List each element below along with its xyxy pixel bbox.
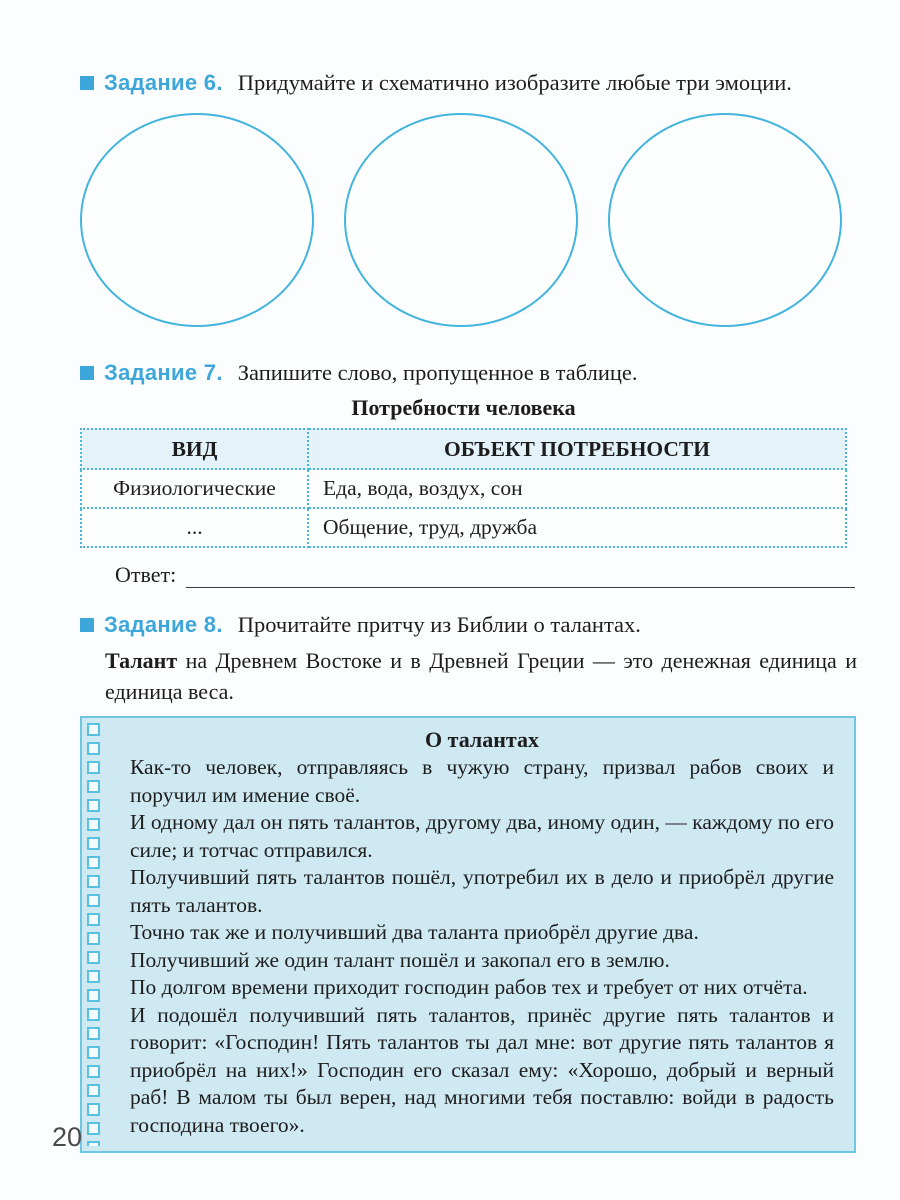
- emotion-circle-2[interactable]: [344, 113, 578, 327]
- strip-square-icon: [87, 818, 100, 831]
- talent-definition-text: на Древнем Востоке и в Древней Греции — это денежная единица и единица веса.: [105, 648, 857, 704]
- parable-paragraph: И подошёл получивший пять талантов, принёс другие пять талантов и говорит: «Господин! Пять талантов ты дал мне: вот другие пять талантов я приобрёл на них!» Господин его сказал ему: «Хорошо, добрый и верный раб! В малом ты был верен, над многими тебя поставлю: войди в радость господина твоего».: [130, 1002, 834, 1137]
- task-bullet-icon: [80, 366, 94, 380]
- answer-row: [115, 562, 855, 588]
- needs-table-title: Потребности человека: [351, 395, 576, 420]
- page-content: [80, 0, 858, 1153]
- strip-square-icon: [87, 1008, 100, 1021]
- parable-paragraph: По долгом времени приходит господин рабов тех и требует от них отчёта.: [130, 975, 808, 999]
- task7-header: [80, 360, 858, 386]
- parable-paragraph: Как-то человек, отправляясь в чужую страну, призвал рабов своих и поручил им имение своё.: [130, 755, 834, 807]
- table-header-vid: ВИД: [81, 429, 308, 469]
- table-row: [81, 508, 846, 547]
- strip-square-icon: [87, 913, 100, 926]
- emotion-circle-1[interactable]: [80, 113, 314, 327]
- task6-instruction: Придумайте и схематично изобразите любые три эмоции.: [237, 70, 792, 95]
- strip-square-icon: [87, 1122, 100, 1135]
- task-bullet-icon: [80, 76, 94, 90]
- parable-paragraph: Точно так же и получивший два таланта приобрёл другие два.: [130, 920, 699, 944]
- strip-square-icon: [87, 780, 100, 793]
- table-header-object: ОБЪЕКТ ПОТРЕБНОСТИ: [308, 429, 846, 469]
- strip-square-icon: [87, 799, 100, 812]
- task8-section: [80, 612, 858, 1153]
- checkbox-strip-decoration: [87, 723, 109, 1146]
- emotion-circle-3[interactable]: [608, 113, 842, 327]
- parable-title: О талантах: [425, 727, 539, 752]
- task8-label: Задание 8.: [104, 612, 223, 637]
- strip-square-icon: [87, 723, 100, 736]
- parable-box: [80, 716, 856, 1153]
- strip-square-icon: [87, 989, 100, 1002]
- strip-square-icon: [87, 1141, 100, 1146]
- answer-blank-line[interactable]: [186, 562, 855, 588]
- table-header-row: [81, 429, 846, 469]
- strip-square-icon: [87, 1065, 100, 1078]
- parable-paragraph: И одному дал он пять талантов, другому два, иному один, — каждому по его силе; и тотчас отправился.: [130, 810, 834, 862]
- strip-square-icon: [87, 837, 100, 850]
- talent-term: Талант: [105, 648, 178, 673]
- strip-square-icon: [87, 1027, 100, 1040]
- strip-square-icon: [87, 761, 100, 774]
- task6-label: Задание 6.: [104, 70, 223, 95]
- task8-instruction: Прочитайте притчу из Библии о талантах.: [237, 612, 641, 637]
- task8-header: [80, 612, 858, 638]
- task-bullet-icon: [80, 618, 94, 632]
- strip-square-icon: [87, 742, 100, 755]
- parable-paragraph: Получивший же один талант пошёл и закопал его в землю.: [130, 947, 670, 972]
- strip-square-icon: [87, 894, 100, 907]
- strip-square-icon: [87, 1046, 100, 1059]
- strip-square-icon: [87, 970, 100, 983]
- task6-section: [80, 70, 858, 327]
- emotion-circles-row: [80, 113, 842, 327]
- page-number: 20: [52, 1122, 83, 1152]
- task7-instruction: Запишите слово, пропущенное в таблице.: [237, 360, 638, 385]
- task7-section: [80, 360, 858, 588]
- table-cell-kind-missing: ...: [81, 508, 308, 547]
- task6-header: [80, 70, 858, 96]
- table-row: [81, 469, 846, 508]
- task7-label: Задание 7.: [104, 360, 223, 385]
- table-cell-kind: Физиологические: [81, 469, 308, 508]
- table-cell-object: Общение, труд, дружба: [308, 508, 846, 547]
- table-cell-object: Еда, вода, воздух, сон: [308, 469, 846, 508]
- talent-definition: [105, 645, 857, 707]
- strip-square-icon: [87, 1103, 100, 1116]
- strip-square-icon: [87, 932, 100, 945]
- parable-paragraph: Получивший пять талантов пошёл, употребил их в дело и приобрёл другие пять талантов.: [130, 865, 834, 917]
- strip-square-icon: [87, 856, 100, 869]
- parable-text: [130, 754, 834, 1139]
- needs-table: [80, 428, 847, 548]
- strip-square-icon: [87, 951, 100, 964]
- strip-square-icon: [87, 875, 100, 888]
- answer-label: Ответ:: [115, 562, 177, 587]
- strip-square-icon: [87, 1084, 100, 1097]
